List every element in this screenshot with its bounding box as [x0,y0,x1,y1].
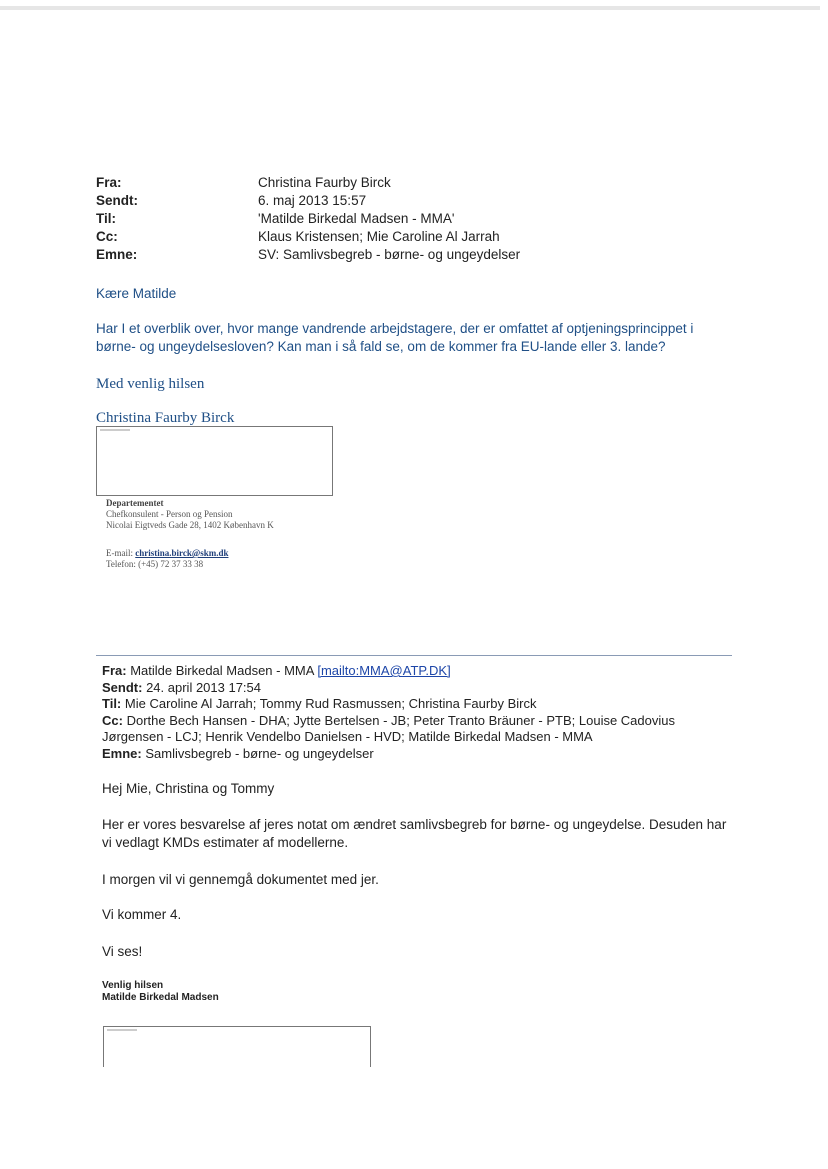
header-value: 'Matilde Birkedal Madsen - MMA' [258,211,455,226]
email1-greeting: Kære Matilde [96,286,177,301]
email2-header [102,663,732,762]
address: Nicolai Eigtveds Gade 28, 1402 København K [106,520,274,530]
header-value: SV: Samlivsbegreb - børne- og ungeydelser [258,247,521,262]
header-row-subject [96,246,696,264]
cc-label: Cc: [102,712,123,728]
image-caption-mark [100,429,130,431]
email2-paragraph-1: Her er vores besvarelse af jeres notat om ændret samlivsbegreb for børne- og ungeydelse. Desuden har vi vedlagt KMDs estimater af modellerne. [102,817,727,850]
phone-line [106,559,228,570]
email2-greeting: Hej Mie, Christina og Tommy [102,781,275,796]
header-label: Emne: [96,247,138,262]
scan-top-edge [0,6,820,10]
to-value: Mie Caroline Al Jarrah; Tommy Rud Rasmussen; Christina Faurby Birck [124,696,537,711]
header2-subject [102,746,732,763]
sent-label: Sendt: [102,679,143,695]
header2-sent [102,680,732,697]
header-row-cc [96,228,696,246]
email2-signature-name: Matilde Birkedal Madsen [102,992,219,1003]
header-row-from [96,174,696,192]
contact-block [106,548,228,570]
header-value: Christina Faurby Birck [258,175,391,190]
header-value: 6. maj 2013 15:57 [258,193,367,208]
signature-image-placeholder [96,426,333,496]
header-label: Til: [96,211,116,226]
email1-closing: Med venlig hilsen [96,376,205,392]
subject-value: Samlivsbegreb - børne- og ungeydelser [145,745,374,761]
header-row-to [96,210,696,228]
email-link[interactable]: christina.birck@skm.dk [135,548,229,558]
from-label: Fra: [102,663,127,678]
cc-value: Dorthe Bech Hansen - DHA; Jytte Bertelsen - JB; Peter Tranto Bräuner - PTB; Louise Cadovius Jørgensen - LCJ; Henrik Vendelbo Danielsen - HVD; Matilde Birkedal Madsen - MMA [102,712,675,744]
email1-paragraph: Har I et overblik over, hvor mange vandrende arbejdstagere, der er omfattet af optjeningsprincippet i børne- og ungeydelsesloven? Kan man i så fald se, om de kommer fra EU-lande eller 3. lande? [96,321,694,354]
subject-label: Emne: [102,745,142,761]
mailto-link[interactable]: [mailto:MMA@ATP.DK] [317,663,451,678]
email1-signature-name: Christina Faurby Birck [96,410,235,426]
header-label: Sendt: [96,193,138,208]
signature-image-placeholder-2 [103,1026,371,1067]
header2-cc [102,713,732,746]
phone-label: Telefon: [106,559,136,569]
email2-paragraph-3: Vi kommer 4. [102,907,182,922]
header2-from [102,663,732,680]
email1-header [96,174,696,264]
header-value: Klaus Kristensen; Mie Caroline Al Jarrah [258,229,500,244]
email2-paragraph-2: I morgen vil vi gennemgå dokumentet med jer. [102,872,379,887]
header2-to [102,696,732,713]
header-row-sent [96,192,696,210]
image-caption-mark [107,1029,137,1031]
email2-signature [102,980,219,1004]
email-label: E-mail: [106,548,133,558]
to-label: Til: [102,696,122,711]
email2-closing: Venlig hilsen [102,980,164,991]
phone-number: (+45) 72 37 33 38 [138,559,204,569]
department-name: Departementet [106,498,164,508]
email2-paragraph-4: Vi ses! [102,944,143,959]
header-label: Fra: [96,175,122,190]
email-divider [96,655,732,656]
email-line [106,548,228,559]
sent-value: 24. april 2013 17:54 [146,679,262,695]
header-label: Cc: [96,229,118,244]
department-block [106,498,274,531]
from-value: Matilde Birkedal Madsen - MMA [130,663,314,678]
job-title: Chefkonsulent - Person og Pension [106,509,233,519]
